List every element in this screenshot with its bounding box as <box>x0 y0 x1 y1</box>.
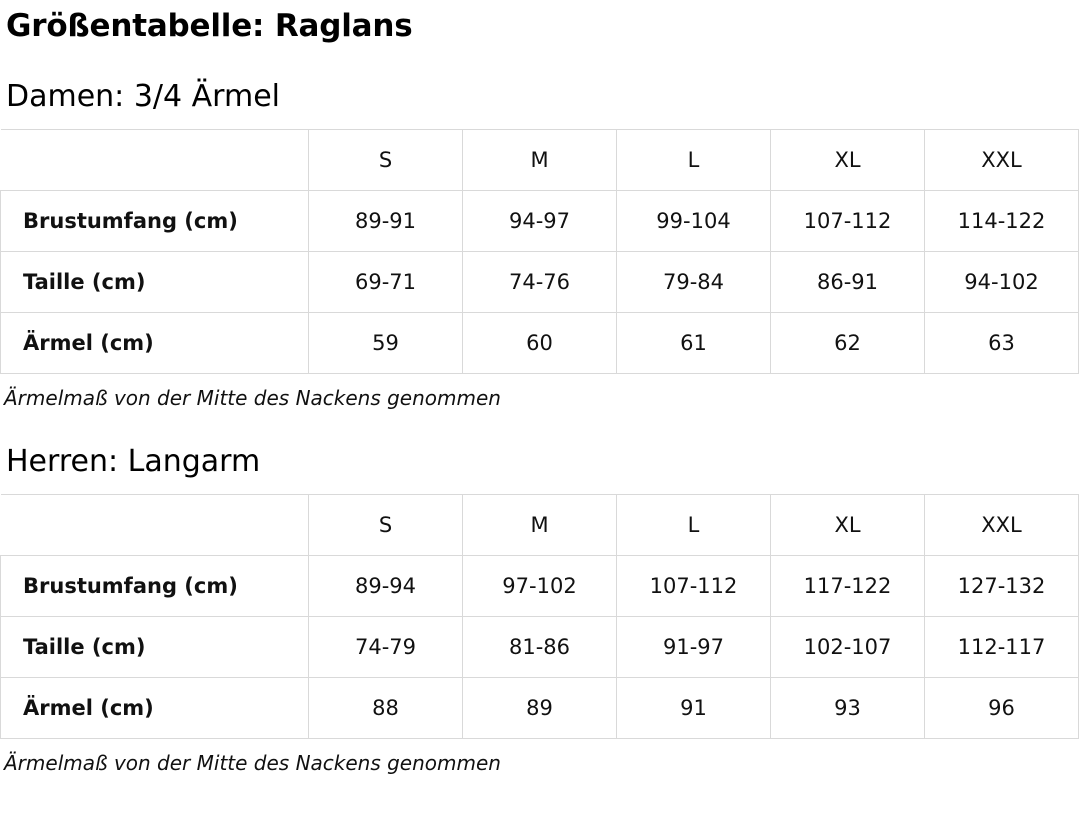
table-cell: 102-107 <box>771 617 925 678</box>
page-title: Größentabelle: Raglans <box>6 8 413 44</box>
table-cell: 61 <box>617 313 771 374</box>
table-cell: 74-76 <box>463 252 617 313</box>
table-header-row <box>1 495 1079 556</box>
section-mens <box>0 444 1080 775</box>
table-header-cell: XL <box>771 495 925 556</box>
table-row <box>1 252 1079 313</box>
table-cell: 93 <box>771 678 925 739</box>
section-womens <box>0 79 1080 410</box>
size-table-mens <box>0 494 1079 739</box>
table-cell: 63 <box>925 313 1079 374</box>
table-header-cell <box>1 495 309 556</box>
table-header-cell: L <box>617 495 771 556</box>
table-row <box>1 191 1079 252</box>
table-header-cell: XL <box>771 130 925 191</box>
table-note: Ärmelmaß von der Mitte des Nackens genommen <box>4 751 501 776</box>
table-cell: 99-104 <box>617 191 771 252</box>
row-label: Taille (cm) <box>1 252 309 313</box>
table-row <box>1 313 1079 374</box>
table-cell: 127-132 <box>925 556 1079 617</box>
table-header-cell: M <box>463 130 617 191</box>
table-row <box>1 678 1079 739</box>
table-cell: 69-71 <box>309 252 463 313</box>
table-cell: 91-97 <box>617 617 771 678</box>
table-cell: 59 <box>309 313 463 374</box>
table-cell: 89-91 <box>309 191 463 252</box>
table-cell: 81-86 <box>463 617 617 678</box>
table-cell: 88 <box>309 678 463 739</box>
table-cell: 114-122 <box>925 191 1079 252</box>
table-header-cell: L <box>617 130 771 191</box>
table-header-row <box>1 130 1079 191</box>
table-cell: 86-91 <box>771 252 925 313</box>
table-header-cell: XXL <box>925 130 1079 191</box>
section-heading: Herren: Langarm <box>6 444 261 480</box>
row-label: Brustumfang (cm) <box>1 556 309 617</box>
size-chart-page <box>0 8 1080 775</box>
table-note: Ärmelmaß von der Mitte des Nackens genommen <box>4 386 501 411</box>
table-cell: 74-79 <box>309 617 463 678</box>
table-cell: 117-122 <box>771 556 925 617</box>
table-cell: 79-84 <box>617 252 771 313</box>
table-cell: 107-112 <box>617 556 771 617</box>
table-cell: 89 <box>463 678 617 739</box>
row-label: Ärmel (cm) <box>1 678 309 739</box>
table-row <box>1 617 1079 678</box>
table-cell: 62 <box>771 313 925 374</box>
table-header-cell: S <box>309 495 463 556</box>
row-label: Taille (cm) <box>1 617 309 678</box>
size-table-womens <box>0 129 1079 374</box>
table-cell: 94-97 <box>463 191 617 252</box>
table-row <box>1 556 1079 617</box>
table-cell: 94-102 <box>925 252 1079 313</box>
section-heading: Damen: 3/4 Ärmel <box>6 79 280 115</box>
table-cell: 96 <box>925 678 1079 739</box>
table-header-cell <box>1 130 309 191</box>
table-header-cell: M <box>463 495 617 556</box>
table-header-cell: XXL <box>925 495 1079 556</box>
table-cell: 97-102 <box>463 556 617 617</box>
table-header-cell: S <box>309 130 463 191</box>
table-cell: 112-117 <box>925 617 1079 678</box>
table-cell: 91 <box>617 678 771 739</box>
table-cell: 60 <box>463 313 617 374</box>
table-cell: 107-112 <box>771 191 925 252</box>
row-label: Brustumfang (cm) <box>1 191 309 252</box>
row-label: Ärmel (cm) <box>1 313 309 374</box>
table-cell: 89-94 <box>309 556 463 617</box>
